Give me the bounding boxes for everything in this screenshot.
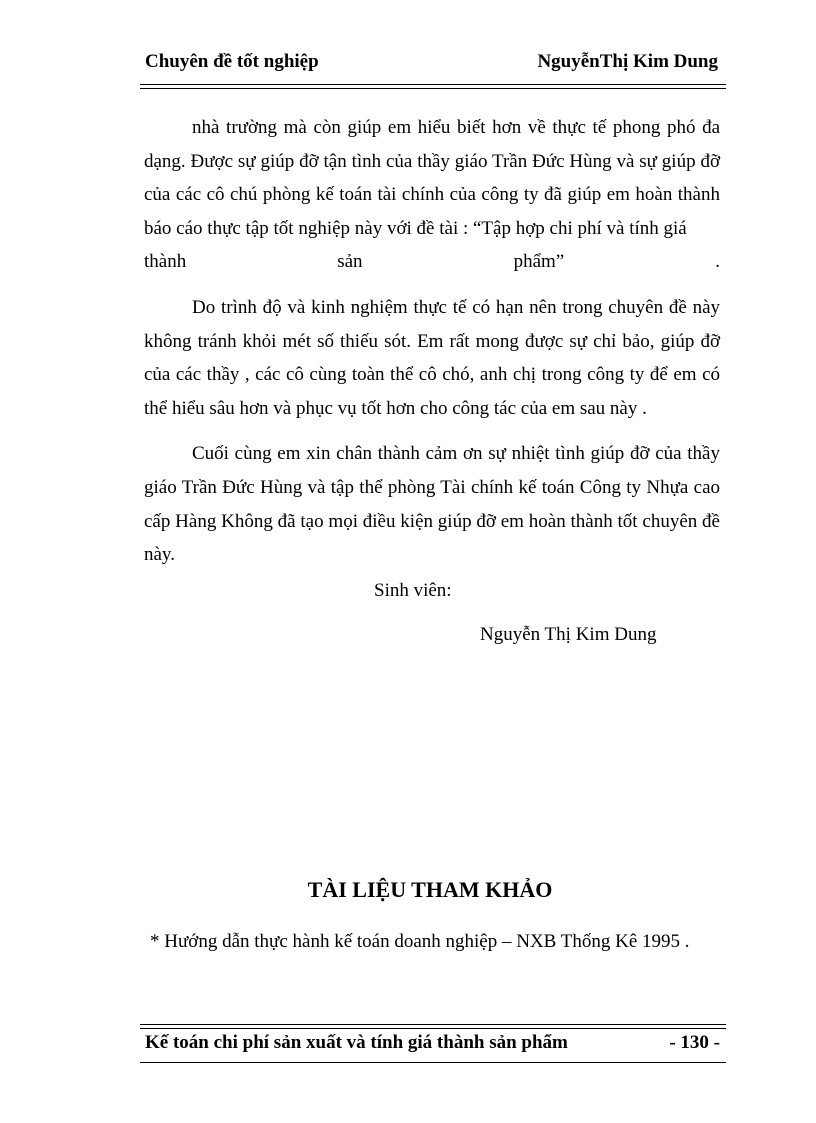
word: sản: [337, 251, 363, 273]
page-header: [140, 51, 724, 79]
paragraph-1: [144, 111, 720, 245]
body-text: [144, 111, 720, 572]
signature-role: Sinh viên:: [374, 580, 452, 601]
header-rule: [140, 84, 726, 89]
paragraph-3: Cuối cùng em xin chân thành cảm ơn sự nhiệt tình giúp đỡ của thầy giáo Trần Đức Hùng và tập thể phòng Tài chính kế toán Công ty Nhựa cao cấp Hàng Không đã tạo mọi điều kiện giúp đỡ em hoàn thành tốt chuyên đề này.: [144, 443, 720, 566]
signature-name: Nguyễn Thị Kim Dung: [480, 624, 657, 645]
reference-item: * Hướng dẫn thực hành kế toán doanh nghiệp – NXB Thống Kê 1995 .: [150, 931, 690, 952]
header-title: Chuyên đề tốt nghiệp: [145, 51, 319, 72]
footer-bottom-rule: [140, 1062, 726, 1063]
references-title: TÀI LIỆU THAM KHẢO: [307, 877, 553, 902]
word: .: [715, 251, 720, 273]
paragraph-2: Do trình độ và kinh nghiệm thực tế có hạn nên trong chuyên đề này không tránh khỏi mét số thiếu sót. Em rất mong được sự chỉ bảo, giúp đỡ của các thầy , các cô cùng toàn thể cô chó, anh chị trong công ty để em có thể hiểu sâu hơn và phục vụ tốt hơn cho công tác của em sau này .: [144, 296, 720, 419]
word: phẩm”: [513, 251, 565, 273]
paragraph-1-last-line: [144, 245, 720, 279]
footer-rule: [140, 1024, 726, 1029]
page-number: - 130 -: [669, 1032, 720, 1053]
header-author: NguyễnThị Kim Dung: [537, 51, 718, 72]
word: thành: [144, 251, 187, 273]
footer-title: Kế toán chi phí sản xuất và tính giá thành sản phẩm: [145, 1032, 568, 1053]
paragraph-1-text: nhà trường mà còn giúp em hiểu biết hơn về thực tế phong phó đa dạng. Được sự giúp đỡ tận tình của thầy giáo Trần Đức Hùng và sự giúp đỡ của các cô chú phòng kế toán tài chính của công ty đã giúp em hoàn thành báo cáo thực tập tốt nghiệp này với đề tài : “Tập hợp chi phí và tính giá: [144, 117, 720, 239]
